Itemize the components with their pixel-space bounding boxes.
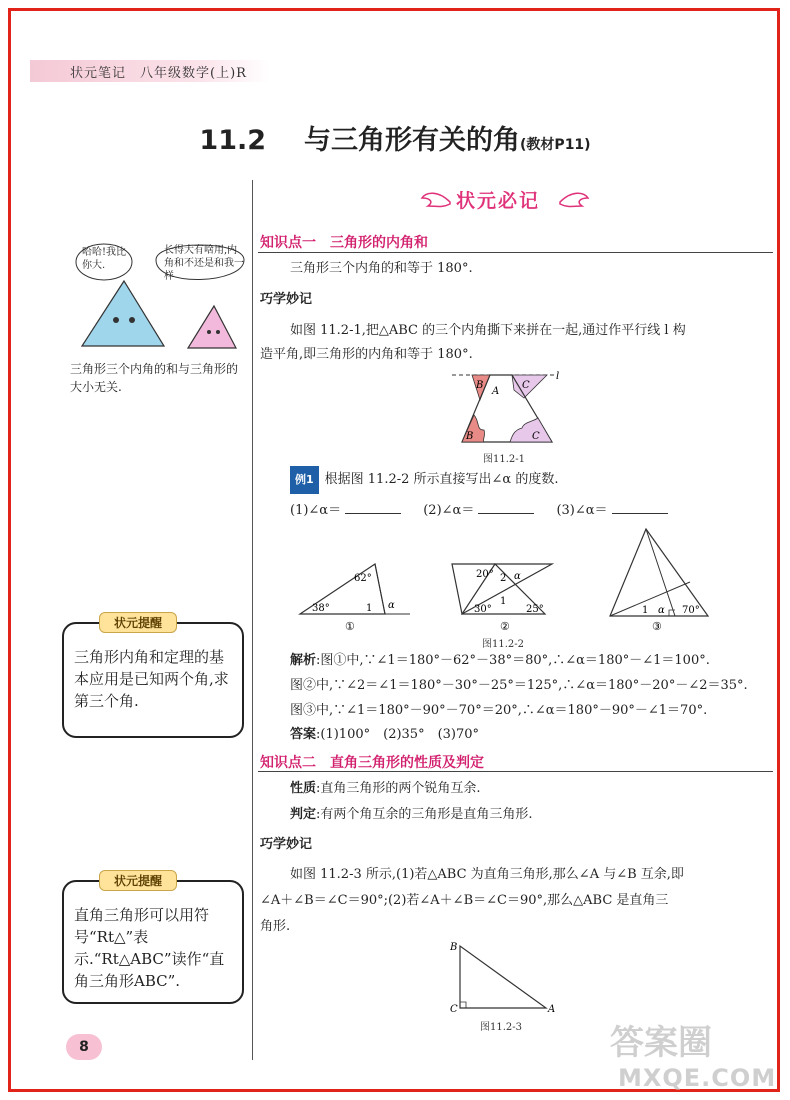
cartoon-caption-line1: 三角形三个内角的和与三角形的 [70,362,239,376]
watermark-url: MXQE.COM [618,1064,777,1092]
watermark-logo: 答案圈 [610,1023,712,1063]
kp2-tips-heading: 巧学妙记 [260,837,313,852]
running-header: 状元笔记 八年级数学(上)R [70,66,247,81]
figure-1 [300,564,410,633]
fig1-angle-62: 62° [354,573,372,584]
section-title [0,118,790,157]
fig3-triangle [610,529,708,616]
property-text: :直角三角形的两个锐角互余. [316,781,481,796]
tip-note-1 [62,616,244,738]
figure-11-2-3 [446,940,562,1016]
blank-3-label: (3)∠α＝ [556,503,608,518]
solution-line-3: 图③中,∵∠1＝180°－90°－70°＝20°,∴∠α＝180°－90°－∠1＝70°. [290,703,708,718]
tip-note-1-text: 三角形内角和定理的基本应用是已知两个角,求第三个角. [74,648,229,710]
fig3-alpha: α [658,605,665,616]
fig2-angle-30: 30° [474,604,492,615]
kp1-tips-line1: 如图 11.2-1,把△ABC 的三个内角撕下来拼在一起,通过作平行线 l 构 [290,323,686,338]
banner-text: 状元必记 [456,190,541,212]
label-a: A [492,386,500,397]
kp2-tips-line2: ∠A＋∠B＝∠C＝90°;(2)若∠A＋∠B＝∠C＝90°,那么△ABC 是直角三 [260,893,669,908]
vertex-c: C [450,1004,458,1015]
kp1-tips-line2: 造平角,即三角形的内角和等于 180°. [260,347,473,362]
kp2-property [290,776,481,802]
angle-c-bottom [510,418,552,442]
kp2-rule [258,771,773,772]
kp1-heading: 知识点一 三角形的内角和 [260,235,428,251]
fig1-number: ① [345,620,355,633]
tip-note-2-text: 直角三角形可以用符号“Rt△”表示.“Rt△ABC”读作“直角三角形ABC”. [74,906,225,990]
kp2-heading: 知识点二 直角三角形的性质及判定 [260,755,484,771]
bubble-2-text: 长得大有啥用,内角和不还是和我一样 [164,245,244,282]
blank-2-label: (2)∠α＝ [423,503,475,518]
fig2-caption: 图11.2-2 [482,639,525,650]
blank-3 [612,513,668,514]
bubble-1-text: 哈哈!我比你大. [82,247,127,271]
textbook-ref: (教材P11) [520,137,591,153]
kp1-statement: 三角形三个内角的和等于 180°. [290,261,473,276]
blank-1-label: (1)∠α＝ [290,503,342,518]
property-label: 性质 [290,781,317,796]
fig3-angle-1: 1 [642,605,649,616]
vertex-b: B [450,942,458,953]
fig2-angle-25: 25° [526,604,544,615]
answer-line [290,722,479,748]
big-triangle-eye-left [113,317,119,323]
fig3-number: ③ [652,620,662,633]
small-triangle-character [188,306,236,348]
answer-label: 答案 [290,727,317,742]
solution-label: 解析 [290,653,317,668]
example-blanks [290,498,672,524]
blank-1 [345,513,401,514]
section-title-text: 与三角形有关的角 [304,125,521,156]
fig1-side [375,564,385,614]
cartoon-caption-line2: 大小无关. [70,380,122,394]
fig2-angle-20: 20° [476,569,494,580]
big-triangle-eye-right [129,317,135,323]
tip-note-2-header: 状元提醒 [99,870,177,891]
solution-text-1: :图①中,∵∠1＝180°－62°－38°＝80°,∴∠α＝180°－∠1＝100°. [316,653,710,668]
example-question-text: 根据图 11.2-2 所示直接写出∠α 的度数. [324,472,559,487]
example-question [290,466,558,494]
example-tag: 例1 [290,466,319,494]
fig3-altitude [646,529,675,616]
judgement-text: :有两个角互余的三角形是直角三角形. [316,807,533,822]
vertex-a: A [548,1004,556,1015]
tip-note-1-header: 状元提醒 [99,612,177,633]
section-banner [420,180,590,220]
figure-11-2-2 [290,524,720,634]
fig2-angle-2: 2 [500,573,507,584]
answer-text: :(1)100° (2)35° (3)70° [316,727,480,742]
kp2-judgement [290,802,533,828]
fig2-angle-1: 1 [500,596,507,607]
fig1-angle-1: 1 [366,603,373,614]
fig1-angle-38: 38° [312,603,330,614]
small-triangle-eye-right [216,330,220,334]
solution-line-1 [290,648,710,674]
section-number: 11.2 [199,125,267,156]
kp2-tips-line3: 角形. [260,919,291,934]
fig2-alpha: α [514,571,521,582]
small-triangle-eye-left [207,330,211,334]
fig1-alpha: α [388,600,395,611]
figure-3 [610,529,708,633]
fig3-angle-70: 70° [682,605,700,616]
figure-2 [452,564,552,633]
label-b-bottom: B [466,431,474,442]
page-number: 8 [66,1034,102,1060]
big-triangle-character [82,281,164,346]
label-c-bottom: C [532,431,540,442]
fig2-number: ② [500,620,510,633]
right-angle-mark [460,1002,466,1008]
label-c-top: C [522,380,530,391]
kp1-rule [258,252,773,253]
blank-2 [478,513,534,514]
kp2-tips-line1: 如图 11.2-3 所示,(1)若△ABC 为直角三角形,那么∠A 与∠B 互余,即 [290,867,684,882]
right-triangle-abc [460,946,546,1008]
fig1-caption: 图11.2-1 [483,454,526,465]
fig3-caption: 图11.2-3 [480,1022,523,1033]
label-b-top: B [476,380,484,391]
solution-line-2: 图②中,∵∠2＝∠1＝180°－30°－25°＝125°,∴∠α＝180°－20°－∠2＝35°. [290,678,748,693]
tip-note-2 [62,874,244,1004]
label-l: l [556,371,560,382]
kp1-tips-heading: 巧学妙记 [260,292,313,307]
figure-11-2-1 [452,370,567,448]
judgement-label: 判定 [290,807,317,822]
